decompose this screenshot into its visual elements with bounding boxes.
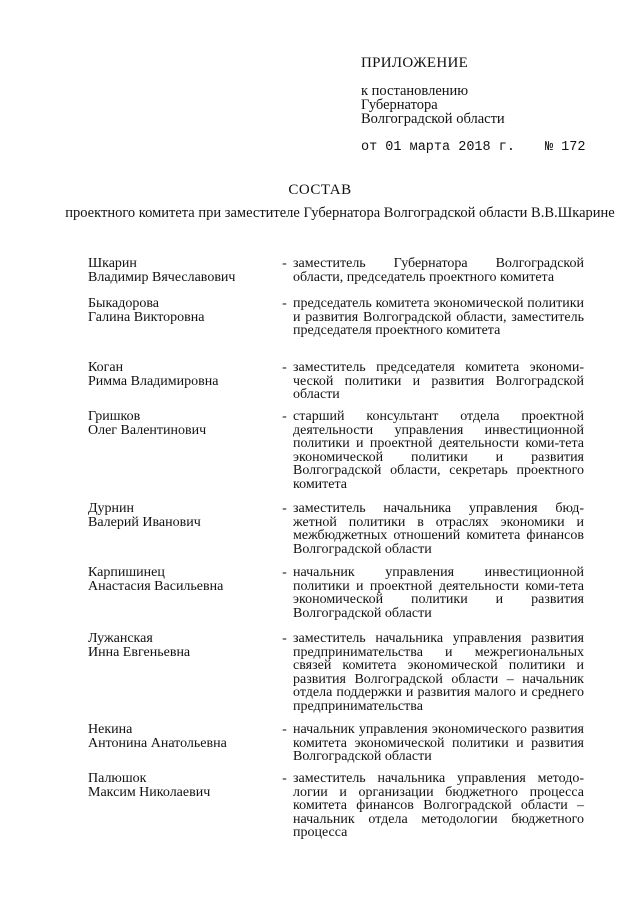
member-dash: - (282, 771, 287, 786)
member-name (88, 566, 276, 593)
member-dash: - (282, 722, 287, 737)
appendix-date-line (361, 141, 601, 155)
member-given-names: Максим Николаевич (88, 784, 211, 800)
appendix-line-3: Волгоградской области (361, 111, 505, 127)
member-surname: Лужанская (88, 631, 153, 646)
member-row (88, 361, 584, 402)
member-given-names: Антонина Анатольевна (88, 735, 227, 751)
member-given-names: Инна Евгеньевна (88, 644, 191, 660)
member-name (88, 257, 276, 284)
member-role: начальник управления инвестиционной политики и проектной деятельности коми-тета экономической политики и развития Волгоградской области (293, 565, 584, 621)
member-row (88, 566, 584, 620)
member-row (88, 723, 584, 764)
member-given-names: Владимир Вячеславович (88, 269, 236, 285)
member-given-names: Римма Владимировна (88, 373, 219, 389)
appendix-line-1: к постановлению (361, 83, 469, 99)
member-surname: Гришков (88, 409, 141, 424)
member-name (88, 632, 276, 659)
appendix-title: ПРИЛОЖЕНИЕ (361, 55, 469, 71)
appendix-number: № 172 (544, 140, 586, 155)
member-name (88, 297, 276, 324)
member-role: заместитель начальника управления бюд-жетной политики в отраслях экономики и межбюджетных отношений комитета финансов Волгоградской области (293, 501, 584, 557)
member-name (88, 410, 276, 437)
member-given-names: Олег Валентинович (88, 422, 207, 438)
appendix-block (361, 56, 601, 155)
member-name (88, 772, 276, 799)
member-dash: - (282, 256, 287, 271)
member-given-names: Галина Викторовна (88, 309, 205, 325)
member-dash: - (282, 501, 287, 516)
member-role: старший консультант отдела проектной деятельности управления инвестиционной политики и проектной деятельности коми-тета экономической политики и развития Волгоградской области, секретарь проектного комитета (293, 409, 584, 492)
member-row (88, 632, 584, 714)
member-name (88, 361, 276, 388)
appendix-line-2: Губернатора (361, 97, 438, 113)
member-row (88, 502, 584, 556)
member-dash: - (282, 296, 287, 311)
member-name (88, 723, 276, 750)
member-surname: Некина (88, 722, 133, 737)
member-given-names: Валерий Иванович (88, 514, 201, 530)
member-role: заместитель Губернатора Волгоградской области, председатель проектного комитета (293, 256, 584, 285)
member-surname: Карпишинец (88, 565, 165, 580)
member-role: заместитель начальника управления методо-логии и организации бюджетного процесса комитета финансов Волгоградской области – начальник отдела методологии бюджетного процесса (293, 771, 584, 841)
member-given-names: Анастасия Васильевна (88, 578, 224, 594)
member-role: заместитель начальника управления развития предпринимательства и межрегиональных связей комитета экономической политики и развития Волгоградской области – начальник отдела поддержки и развития малого и среднего предпринимательства (293, 631, 584, 714)
appendix-date: от 01 марта 2018 г. (361, 140, 515, 155)
member-role: председатель комитета экономической политики и развития Волгоградской области, заместитель председателя проектного комитета (293, 296, 584, 339)
member-surname: Быкадорова (88, 296, 160, 311)
member-role: заместитель председателя комитета экономи-ческой политики и развития Волгоградской области (293, 360, 584, 403)
member-row (88, 410, 584, 492)
member-dash: - (282, 565, 287, 580)
member-surname: Шкарин (88, 256, 137, 271)
member-name (88, 502, 276, 529)
member-surname: Палюшок (88, 771, 147, 786)
member-role: начальник управления экономического развития комитета экономической политики и развития Волгоградской области (293, 722, 584, 765)
member-surname: Дурнин (88, 501, 135, 516)
document-title: СОСТАВ (288, 182, 352, 198)
member-surname: Коган (88, 360, 124, 375)
member-dash: - (282, 409, 287, 424)
member-row (88, 257, 584, 284)
document-subtitle: проектного комитета при заместителе Губернатора Волгоградской области В.В.Шкарине (65, 205, 615, 221)
member-row (88, 297, 584, 338)
member-row (88, 772, 584, 840)
member-dash: - (282, 360, 287, 375)
member-dash: - (282, 631, 287, 646)
